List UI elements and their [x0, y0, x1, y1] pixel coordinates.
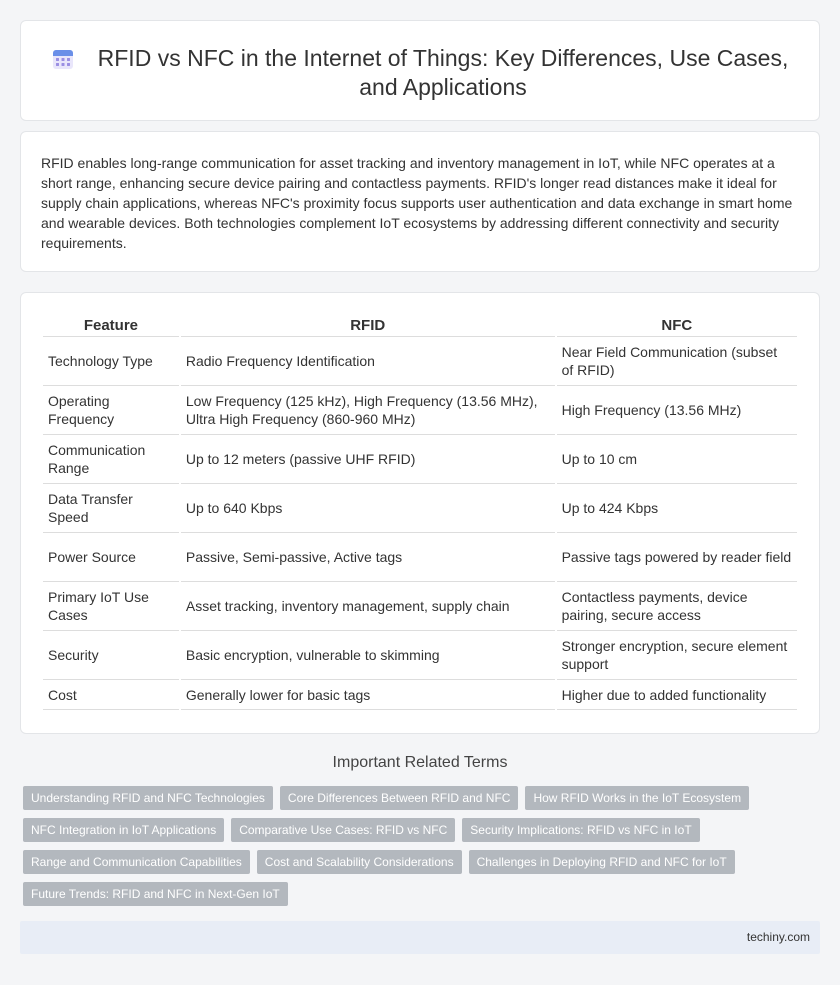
- related-term-tag[interactable]: Comparative Use Cases: RFID vs NFC: [231, 818, 455, 842]
- summary-card: [20, 131, 820, 272]
- table-header-row: [43, 314, 797, 337]
- calendar-icon: [51, 47, 75, 71]
- nfc-cell: Up to 10 cm: [557, 435, 797, 484]
- nfc-cell: Passive tags powered by reader field: [557, 533, 797, 582]
- nfc-cell: Up to 424 Kbps: [557, 484, 797, 533]
- related-term-tag[interactable]: NFC Integration in IoT Applications: [23, 818, 224, 842]
- table-row: [43, 631, 797, 680]
- related-term-tag[interactable]: Security Implications: RFID vs NFC in IoT: [462, 818, 699, 842]
- related-terms-list: [23, 786, 813, 906]
- related-term-tag[interactable]: How RFID Works in the IoT Ecosystem: [525, 786, 749, 810]
- table-row: [43, 484, 797, 533]
- feature-cell: Cost: [43, 680, 179, 710]
- nfc-cell: Higher due to added functionality: [557, 680, 797, 710]
- feature-cell: Primary IoT Use Cases: [43, 582, 179, 631]
- feature-cell: Operating Frequency: [43, 386, 179, 435]
- comparison-table: [41, 314, 799, 710]
- feature-cell: Data Transfer Speed: [43, 484, 179, 533]
- rfid-cell: Up to 12 meters (passive UHF RFID): [181, 435, 555, 484]
- feature-cell: Security: [43, 631, 179, 680]
- related-term-tag[interactable]: Range and Communication Capabilities: [23, 850, 250, 874]
- related-term-tag[interactable]: Core Differences Between RFID and NFC: [280, 786, 519, 810]
- rfid-cell: Low Frequency (125 kHz), High Frequency (13.56 MHz), Ultra High Frequency (860-960 MHz): [181, 386, 555, 435]
- nfc-cell: Stronger encryption, secure element support: [557, 631, 797, 680]
- table-row: [43, 582, 797, 631]
- related-term-tag[interactable]: Challenges in Deploying RFID and NFC for IoT: [469, 850, 735, 874]
- rfid-cell: Radio Frequency Identification: [181, 337, 555, 386]
- nfc-cell: Near Field Communication (subset of RFID): [557, 337, 797, 386]
- table-row: [43, 386, 797, 435]
- table-row: [43, 533, 797, 582]
- rfid-cell: Generally lower for basic tags: [181, 680, 555, 710]
- nfc-cell: Contactless payments, device pairing, secure access: [557, 582, 797, 631]
- header-nfc: NFC: [557, 314, 797, 337]
- feature-cell: Communication Range: [43, 435, 179, 484]
- rfid-cell: Passive, Semi-passive, Active tags: [181, 533, 555, 582]
- related-term-tag[interactable]: Cost and Scalability Considerations: [257, 850, 462, 874]
- feature-cell: Technology Type: [43, 337, 179, 386]
- rfid-cell: Basic encryption, vulnerable to skimming: [181, 631, 555, 680]
- table-row: [43, 337, 797, 386]
- summary-text: RFID enables long-range communication for asset tracking and inventory management in IoT, while NFC operates at a short range, enhancing secure device pairing and contactless payments. RFID's longer read distances make it ideal for supply chain applications, whereas NFC's proximity focus supports user authentication and data exchange in smart home and wearable devices. Both technologies complement IoT ecosystems by addressing different connectivity and security requirements.: [41, 155, 793, 251]
- rfid-cell: Up to 640 Kbps: [181, 484, 555, 533]
- related-term-tag[interactable]: Future Trends: RFID and NFC in Next-Gen IoT: [23, 882, 288, 906]
- nfc-cell: High Frequency (13.56 MHz): [557, 386, 797, 435]
- header-feature: Feature: [43, 314, 179, 337]
- footer-site-link[interactable]: techiny.com: [746, 930, 810, 944]
- rfid-cell: Asset tracking, inventory management, supply chain: [181, 582, 555, 631]
- footer: [20, 921, 820, 954]
- related-terms-title: Important Related Terms: [332, 754, 508, 771]
- feature-cell: Power Source: [43, 533, 179, 582]
- page-title: RFID vs NFC in the Internet of Things: Key Differences, Use Cases, and Applications: [97, 45, 789, 100]
- table-row: [43, 680, 797, 710]
- header-card: [20, 20, 820, 121]
- table-row: [43, 435, 797, 484]
- comparison-card: [20, 292, 820, 734]
- related-term-tag[interactable]: Understanding RFID and NFC Technologies: [23, 786, 273, 810]
- header-rfid: RFID: [181, 314, 555, 337]
